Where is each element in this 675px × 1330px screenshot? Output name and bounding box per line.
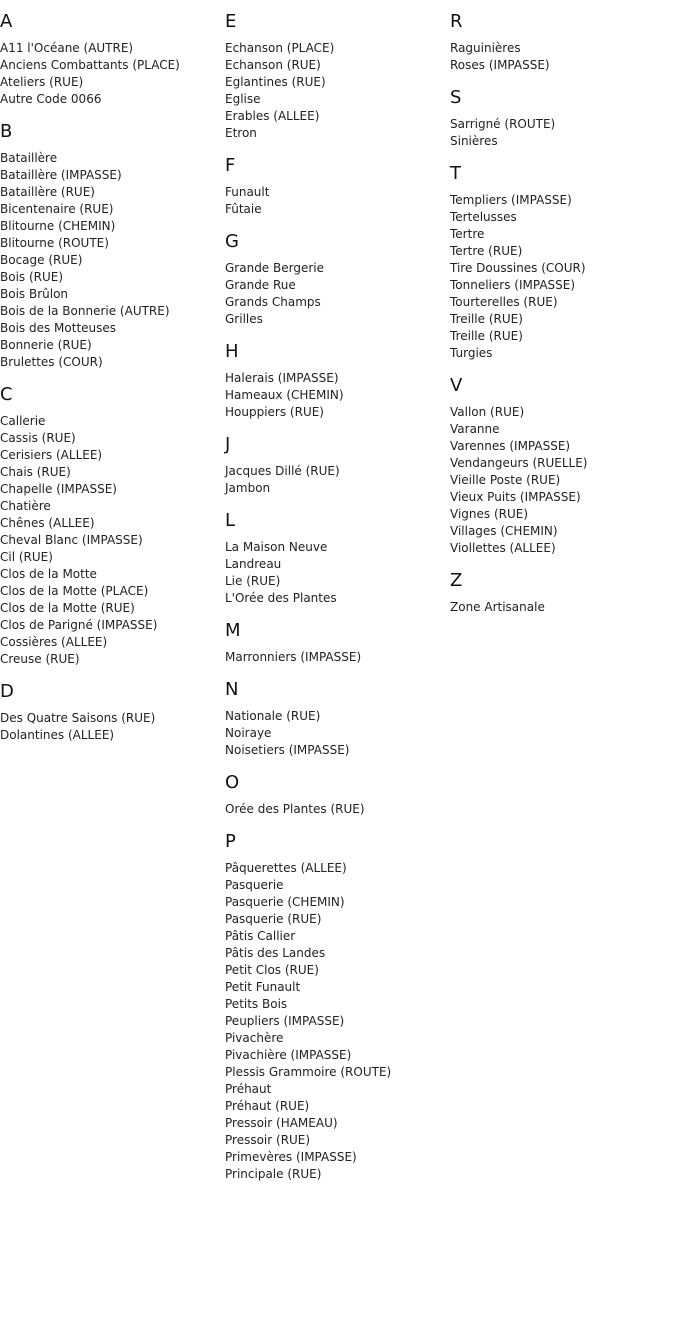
street-link[interactable]: Clos de la Motte (RUE) [0,601,135,615]
letter-heading: P [225,831,236,852]
street-link[interactable]: Tertelusses [450,210,517,224]
street-link[interactable]: Préhaut [225,1082,272,1096]
street-link[interactable]: Pasquerie (CHEMIN) [225,895,345,909]
letter-heading: V [450,375,463,396]
street-link[interactable]: Vallon (RUE) [450,405,525,419]
street-link[interactable]: Creuse (RUE) [0,652,80,666]
letter-group [225,830,440,1183]
street-link[interactable]: Villages (CHEMIN) [450,524,558,538]
letter-group [0,383,215,668]
street-link[interactable]: Eglise [225,92,261,106]
street-link[interactable]: Pivachère [225,1031,284,1045]
letter-heading: B [0,121,13,142]
street-link[interactable]: Grande Rue [225,278,296,292]
street-link[interactable]: Primevères (IMPASSE) [225,1150,357,1164]
street-list [450,40,665,74]
street-link[interactable]: Erables (ALLEE) [225,109,320,123]
street-link[interactable]: Etron [225,126,257,140]
street-link[interactable]: Autre Code 0066 [0,92,102,106]
street-link[interactable]: A11 l'Océane (AUTRE) [0,41,134,55]
street-link[interactable]: Houppiers (RUE) [225,405,324,419]
letter-heading: T [450,163,461,184]
street-link[interactable]: Tourterelles (RUE) [450,295,558,309]
street-list [225,184,440,218]
street-list [225,539,440,607]
street-list [225,860,440,1183]
street-index-column-3 [450,10,665,628]
street-link[interactable]: Pâtis des Landes [225,946,326,960]
street-link[interactable]: Pivachière (IMPASSE) [225,1048,352,1062]
street-link[interactable]: Bois de la Bonnerie (AUTRE) [0,304,170,318]
street-link[interactable]: L'Orée des Plantes [225,591,337,605]
street-link[interactable]: Petit Funault [225,980,301,994]
street-link[interactable]: Vignes (RUE) [450,507,529,521]
street-index-column-1 [0,10,215,756]
street-link[interactable]: Landreau [225,557,282,571]
street-link[interactable]: Bataillère (RUE) [0,185,95,199]
letter-group [450,569,665,616]
letter-group [225,771,440,818]
street-link[interactable]: Préhaut (RUE) [225,1099,310,1113]
street-link[interactable]: Nationale (RUE) [225,709,321,723]
street-link[interactable]: Tertre (RUE) [450,244,523,258]
letter-heading: J [225,434,231,455]
street-link[interactable]: Roses (IMPASSE) [450,58,550,72]
street-list [225,801,440,818]
street-link[interactable]: Brulettes (COUR) [0,355,103,369]
street-link[interactable]: Chatière [0,499,51,513]
street-list [225,260,440,328]
street-list [450,404,665,557]
street-link[interactable]: Pressoir (RUE) [225,1133,311,1147]
letter-heading: F [225,155,236,176]
street-link[interactable]: Varennes (IMPASSE) [450,439,571,453]
street-link[interactable]: Treille (RUE) [450,329,523,343]
street-list [0,40,215,108]
street-link[interactable]: Anciens Combattants (PLACE) [0,58,180,72]
street-link[interactable]: Tonneliers (IMPASSE) [450,278,576,292]
street-link[interactable]: Petits Bois [225,997,288,1011]
letter-group [450,10,665,74]
street-link[interactable]: Pâquerettes (ALLEE) [225,861,347,875]
street-link[interactable]: Varanne [450,422,500,436]
street-link[interactable]: Bois (RUE) [0,270,64,284]
street-list [225,463,440,497]
street-link[interactable]: Clos de Parigné (IMPASSE) [0,618,158,632]
street-link[interactable]: Grands Champs [225,295,321,309]
letter-group [0,120,215,371]
street-link[interactable]: Clos de la Motte (PLACE) [0,584,149,598]
street-link[interactable]: Hameaux (CHEMIN) [225,388,344,402]
street-link[interactable]: Jacques Dillé (RUE) [225,464,340,478]
street-link[interactable]: Sinières [450,134,498,148]
street-list [0,150,215,371]
street-link[interactable]: Funault [225,185,270,199]
street-link[interactable]: Vendangeurs (RUELLE) [450,456,588,470]
letter-group [225,340,440,421]
letter-heading: R [450,11,463,32]
street-link[interactable]: Tire Doussines (COUR) [450,261,586,275]
street-list [225,649,440,666]
street-list [225,40,440,142]
letter-heading: L [225,510,236,531]
letter-group [225,509,440,607]
street-list [225,370,440,421]
letter-heading: H [225,341,239,362]
letter-group [225,230,440,328]
street-link[interactable]: Sarrigné (ROUTE) [450,117,556,131]
letter-heading: M [225,620,241,641]
street-link[interactable]: Pasquerie (RUE) [225,912,322,926]
street-link[interactable]: Tertre [450,227,485,241]
street-link[interactable]: Bataillère (IMPASSE) [0,168,122,182]
street-link[interactable]: Cossières (ALLEE) [0,635,108,649]
street-link[interactable]: Bataillère [0,151,58,165]
street-list [225,708,440,759]
street-link[interactable]: Echanson (RUE) [225,58,321,72]
street-list [450,192,665,362]
street-link[interactable]: Grande Bergerie [225,261,324,275]
street-link[interactable]: Cassis (RUE) [0,431,76,445]
letter-heading: S [450,87,462,108]
street-link[interactable]: Pressoir (HAMEAU) [225,1116,338,1130]
street-link[interactable]: Cheval Blanc (IMPASSE) [0,533,143,547]
street-link[interactable]: Blitourne (ROUTE) [0,236,109,250]
street-link[interactable]: Grilles [225,312,263,326]
street-list [450,599,665,616]
street-link[interactable]: Noisetiers (IMPASSE) [225,743,350,757]
letter-group [225,619,440,666]
street-link[interactable]: Cerisiers (ALLEE) [0,448,103,462]
street-link[interactable]: Plessis Grammoire (ROUTE) [225,1065,392,1079]
street-link[interactable]: Principale (RUE) [225,1167,322,1181]
street-link[interactable]: Chênes (ALLEE) [0,516,95,530]
street-link[interactable]: Halerais (IMPASSE) [225,371,339,385]
letter-heading: N [225,679,239,700]
street-link[interactable]: Bois Brûlon [0,287,69,301]
street-link[interactable]: Dolantines (ALLEE) [0,728,115,742]
street-link[interactable]: Clos de la Motte [0,567,97,581]
street-list [0,413,215,668]
street-link[interactable]: Turgies [450,346,493,360]
street-link[interactable]: Bonnerie (RUE) [0,338,92,352]
letter-group [225,678,440,759]
street-link[interactable]: Eglantines (RUE) [225,75,326,89]
street-link[interactable]: Bicentenaire (RUE) [0,202,114,216]
letter-group [225,10,440,142]
street-link[interactable]: Lie (RUE) [225,574,281,588]
street-link[interactable]: Chais (RUE) [0,465,71,479]
street-link[interactable]: Vieille Poste (RUE) [450,473,561,487]
letter-heading: G [225,231,239,252]
street-link[interactable]: Chapelle (IMPASSE) [0,482,117,496]
letter-group [450,86,665,150]
letter-heading: A [0,11,13,32]
letter-heading: Z [450,570,463,591]
street-link[interactable]: Blitourne (CHEMIN) [0,219,116,233]
street-list [0,710,215,744]
street-link[interactable]: Templiers (IMPASSE) [450,193,572,207]
street-link[interactable]: Petit Clos (RUE) [225,963,319,977]
letter-group [225,433,440,497]
street-link[interactable]: Noiraye [225,726,272,740]
street-link[interactable]: Bocage (RUE) [0,253,83,267]
letter-heading: C [0,384,13,405]
street-link[interactable]: Des Quatre Saisons (RUE) [0,711,156,725]
street-link[interactable]: Jambon [225,481,271,495]
letter-group [225,154,440,218]
street-index-column-2 [225,10,440,1195]
letter-group [0,680,215,744]
street-link[interactable]: Ateliers (RUE) [0,75,84,89]
street-link[interactable]: Fûtaie [225,202,262,216]
street-link[interactable]: Vieux Puits (IMPASSE) [450,490,581,504]
street-link[interactable]: Peupliers (IMPASSE) [225,1014,345,1028]
street-list [450,116,665,150]
street-link[interactable]: Pasquerie [225,878,284,892]
letter-heading: E [225,11,237,32]
street-link[interactable]: Bois des Motteuses [0,321,117,335]
letter-group [450,374,665,557]
street-link[interactable]: Cil (RUE) [0,550,53,564]
street-link[interactable]: La Maison Neuve [225,540,328,554]
street-link[interactable]: Echanson (PLACE) [225,41,335,55]
street-link[interactable]: Zone Artisanale [450,600,545,614]
letter-heading: D [0,681,14,702]
street-link[interactable]: Raguinières [450,41,521,55]
letter-group [450,162,665,362]
street-link[interactable]: Viollettes (ALLEE) [450,541,556,555]
letter-heading: O [225,772,240,793]
street-link[interactable]: Pâtis Callier [225,929,296,943]
street-link[interactable]: Callerie [0,414,46,428]
letter-group [0,10,215,108]
street-link[interactable]: Orée des Plantes (RUE) [225,802,365,816]
street-link[interactable]: Marronniers (IMPASSE) [225,650,362,664]
street-link[interactable]: Treille (RUE) [450,312,523,326]
